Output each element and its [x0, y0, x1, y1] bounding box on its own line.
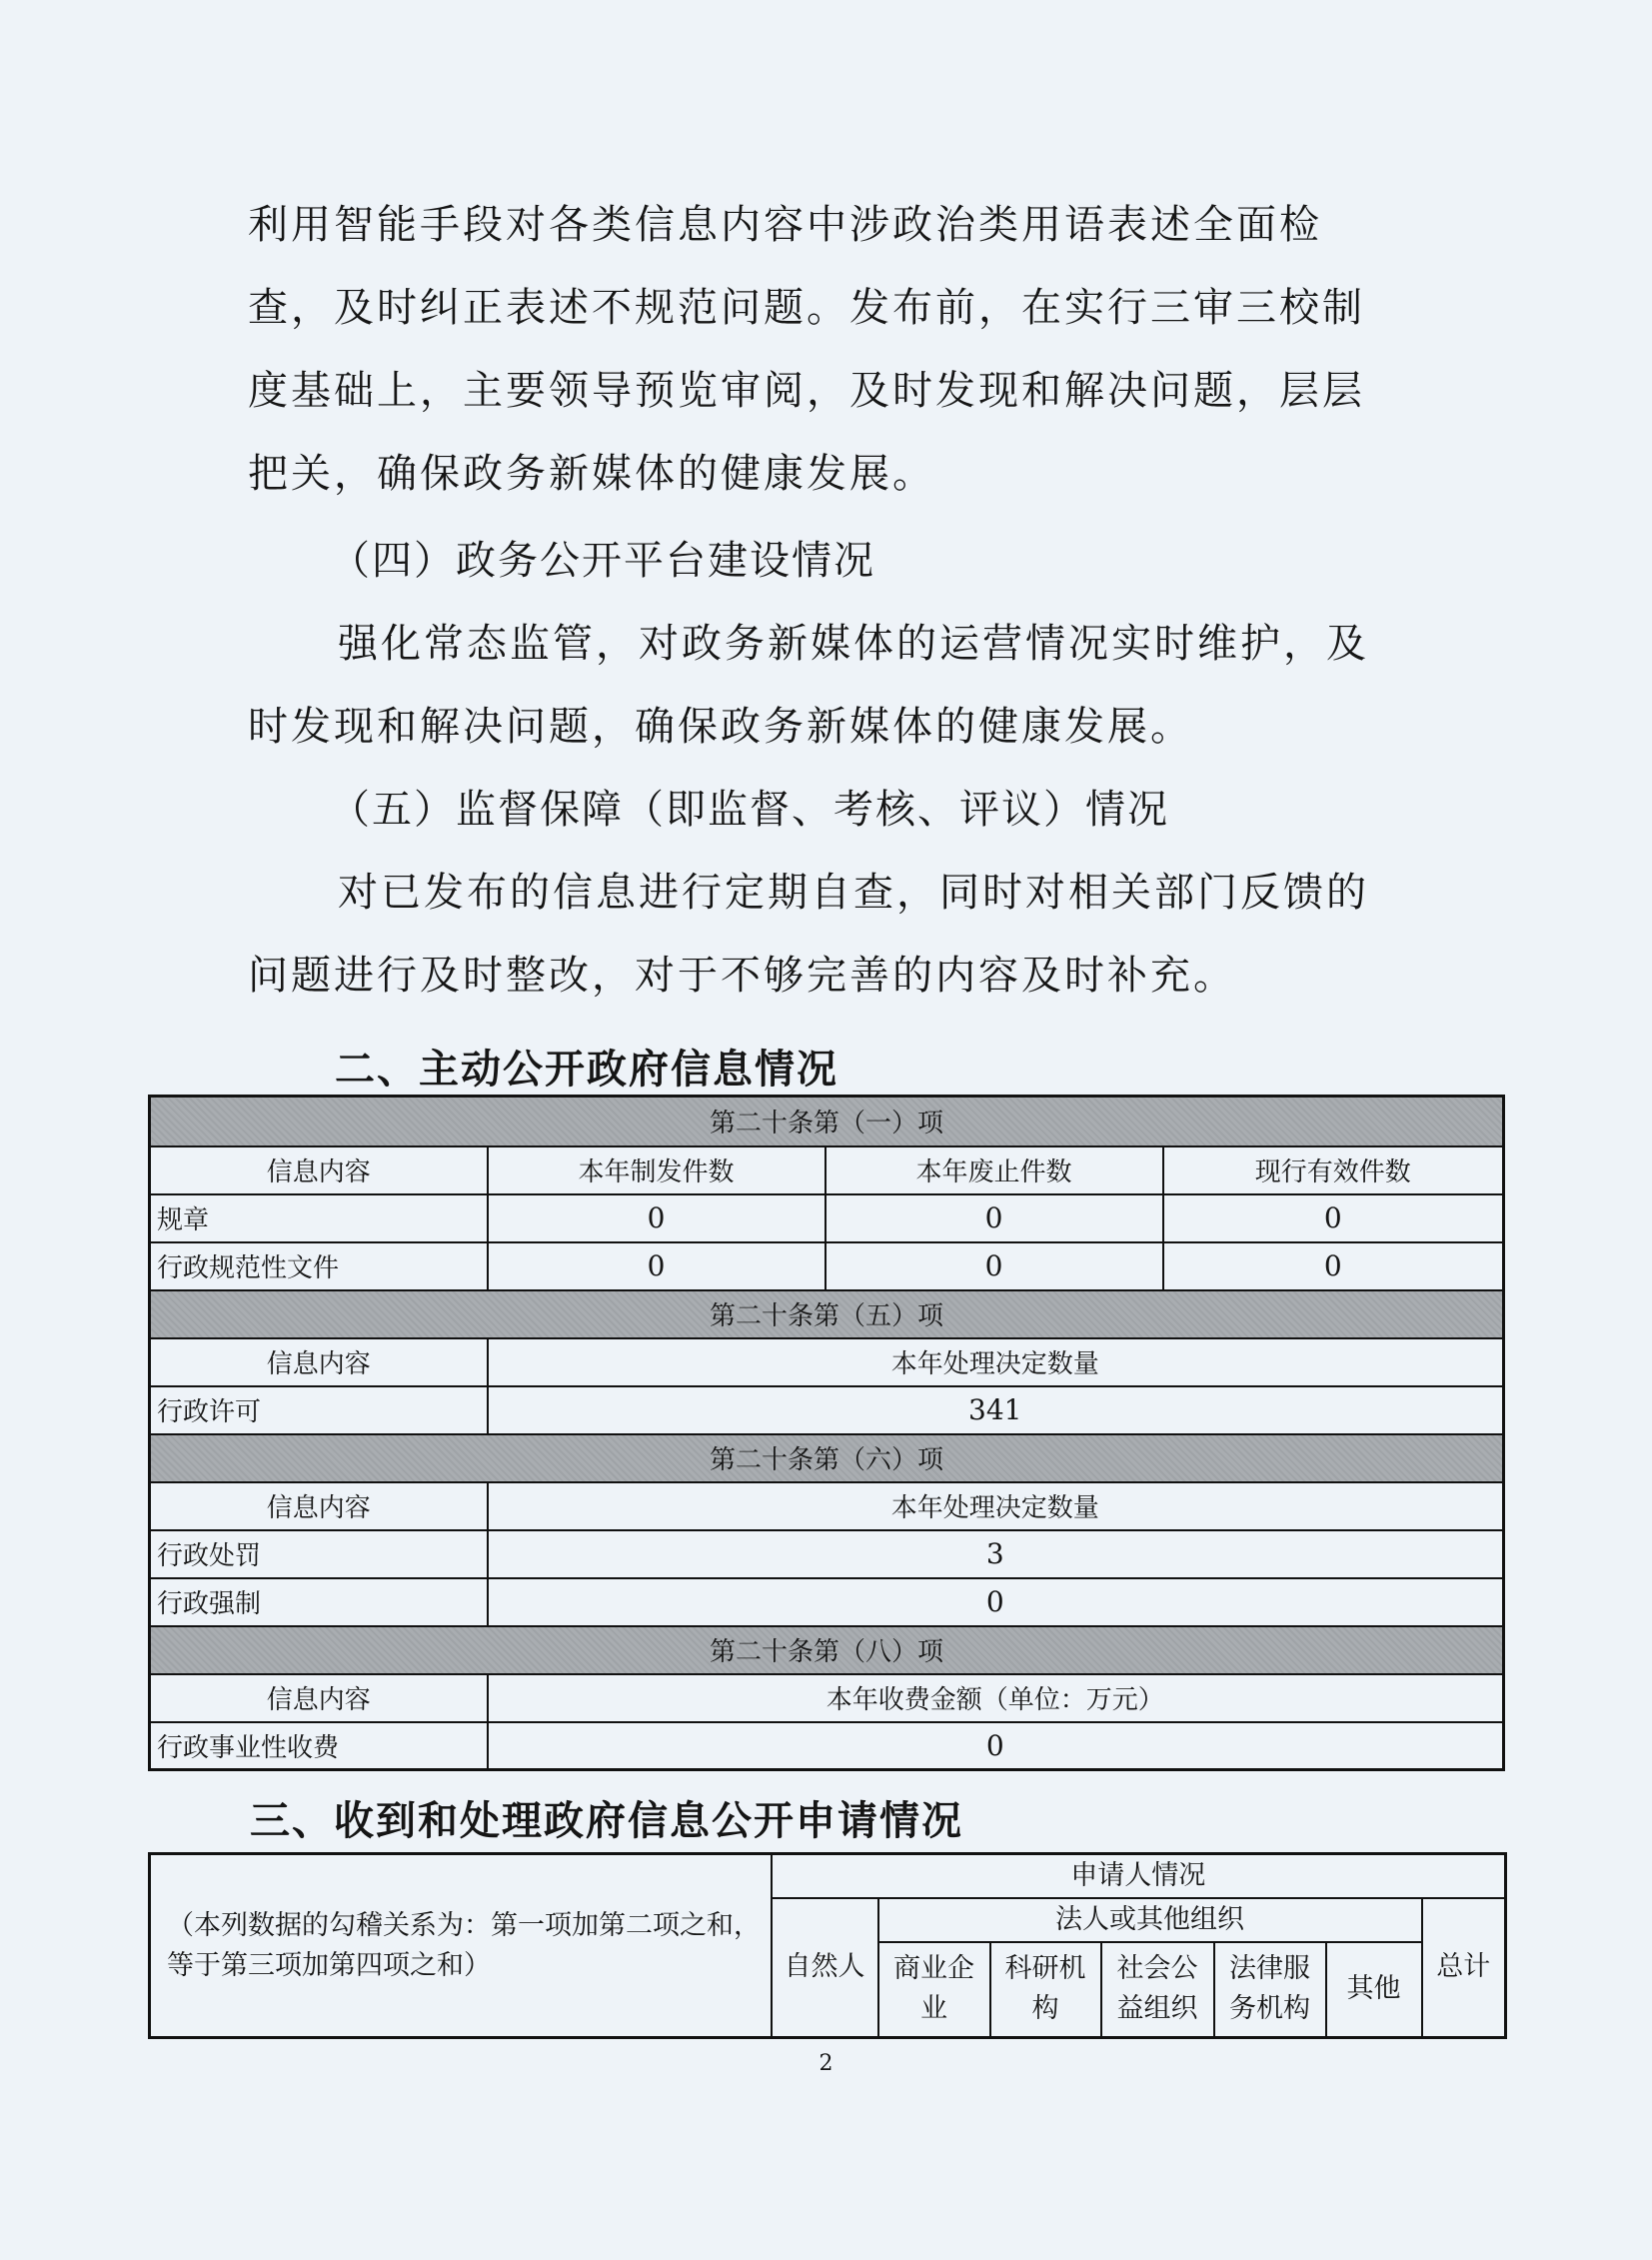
band-article-20-8: 第二十条第（八）项	[150, 1626, 1504, 1674]
cell-value: 0	[826, 1242, 1163, 1290]
header-public-welfare-org: 社会公益组织	[1101, 1942, 1214, 2038]
band-article-20-6: 第二十条第（六）项	[150, 1434, 1504, 1482]
paragraph-2-text: 强化常态监管，对政务新媒体的运营情况实时维护，及时发现和解决问题，确保政务新媒体的健康发展。	[248, 621, 1369, 750]
header-info-content: 信息内容	[150, 1146, 488, 1194]
paragraph-2	[248, 603, 1397, 769]
relationship-note: （本列数据的勾稽关系为：第一项加第二项之和，等于第三项加第四项之和）	[150, 1854, 772, 2038]
table-row	[150, 1194, 1504, 1242]
table-row	[150, 1530, 1504, 1578]
header-decision-count: 本年处理决定数量	[488, 1482, 1504, 1530]
header-repealed-count: 本年废止件数	[826, 1146, 1163, 1194]
section-3-heading: 三、收到和处理政府信息公开申请情况	[250, 1798, 963, 1844]
subheading-4: （四）政务公开平台建设情况	[330, 538, 875, 584]
header-effective-count: 现行有效件数	[1163, 1146, 1504, 1194]
header-fee-amount: 本年收费金额（单位：万元）	[488, 1674, 1504, 1722]
band-row-8	[150, 1626, 1504, 1674]
page-number: 2	[819, 2051, 833, 2076]
row-label: 行政许可	[150, 1386, 488, 1434]
cell-value: 0	[1163, 1242, 1504, 1290]
header-commercial-enterprise: 商业企业	[878, 1942, 990, 2038]
header-legal-service-org: 法律服务机构	[1214, 1942, 1326, 2038]
header-decision-count: 本年处理决定数量	[488, 1338, 1504, 1386]
paragraph-1: 利用智能手段对各类信息内容中涉政治类用语表述全面检查，及时纠正表述不规范问题。发布前，在实行三审三校制度基础上，主要领导预览审阅，及时发现和解决问题，层层把关，确保政务新媒体的健康发展。	[248, 202, 1365, 497]
header-info-content: 信息内容	[150, 1482, 488, 1530]
band-article-20-1: 第二十条第（一）项	[150, 1097, 1504, 1146]
header-row	[150, 1674, 1504, 1722]
header-info-content: 信息内容	[150, 1338, 488, 1386]
header-other: 其他	[1326, 1942, 1422, 2038]
header-row	[150, 1338, 1504, 1386]
header-row	[150, 1146, 1504, 1194]
cell-value: 341	[488, 1386, 1504, 1434]
row-label: 规章	[150, 1194, 488, 1242]
header-row	[150, 1482, 1504, 1530]
table-row	[150, 1578, 1504, 1626]
paragraph-3	[248, 852, 1397, 1018]
header-applicant-situation: 申请人情况	[772, 1854, 1506, 1898]
band-row-5	[150, 1290, 1504, 1338]
band-row-6	[150, 1434, 1504, 1482]
header-total: 总计	[1422, 1898, 1506, 2038]
section-2-heading: 二、主动公开政府信息情况	[335, 1047, 838, 1093]
header-research-institution: 科研机构	[990, 1942, 1101, 2038]
table-row	[150, 1386, 1504, 1434]
cell-value: 3	[488, 1530, 1504, 1578]
cell-value: 0	[1163, 1194, 1504, 1242]
cell-value: 0	[488, 1194, 826, 1242]
subheading-5: （五）监督保障（即监督、考核、评议）情况	[330, 787, 1169, 833]
header-natural-person: 自然人	[772, 1898, 878, 2038]
row-label: 行政事业性收费	[150, 1722, 488, 1770]
header-row	[150, 1854, 1506, 1898]
band-row-1	[150, 1097, 1504, 1146]
band-article-20-5: 第二十条第（五）项	[150, 1290, 1504, 1338]
paragraph-3-text: 对已发布的信息进行定期自查，同时对相关部门反馈的问题进行及时整改，对于不够完善的内容及时补充。	[248, 870, 1369, 999]
application-table	[148, 1852, 1507, 2039]
table-row	[150, 1722, 1504, 1770]
header-info-content: 信息内容	[150, 1674, 488, 1722]
header-issued-count: 本年制发件数	[488, 1146, 826, 1194]
table-row	[150, 1242, 1504, 1290]
cell-value: 0	[488, 1242, 826, 1290]
row-label: 行政强制	[150, 1578, 488, 1626]
proactive-disclosure-table	[148, 1095, 1505, 1771]
row-label: 行政规范性文件	[150, 1242, 488, 1290]
header-legal-org: 法人或其他组织	[878, 1898, 1422, 1942]
cell-value: 0	[826, 1194, 1163, 1242]
cell-value: 0	[488, 1578, 1504, 1626]
cell-value: 0	[488, 1722, 1504, 1770]
row-label: 行政处罚	[150, 1530, 488, 1578]
